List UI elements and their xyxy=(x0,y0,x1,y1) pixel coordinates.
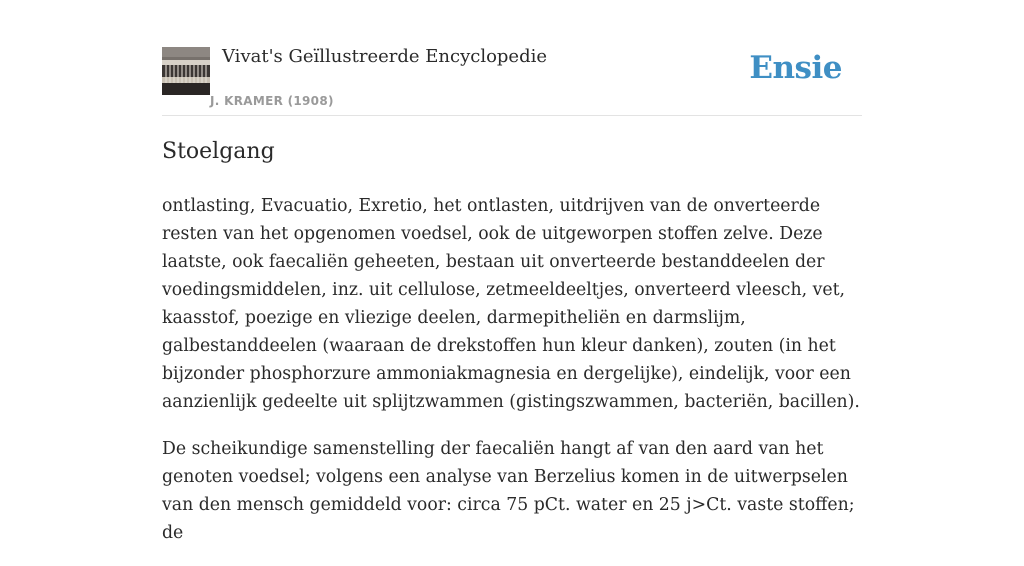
article-title: Stoelgang xyxy=(162,139,275,164)
article-paragraph: ontlasting, Evacuatio, Exretio, het ontlasten, uitdrijven van de onverteerde resten van het opgenomen voedsel, ook de uitgeworpen stoffen zelve. Deze laatste, ook faecaliën geheeten, bestaan uit onverteerde bestanddeelen der voedingsmiddelen, inz. uit cellulose, zetmeeldeeltjes, onverteerd vleesch, vet, kaasstof, poezige en vliezige deelen, darmepitheliën en darmslijm, galbestanddeelen (waaraan de drekstoffen hun kleur danken), zouten (in het bijzonder phosphorzure ammoniakmagnesia en dergelijke), eindelijk, voor een aanzienlijk gedeelte uit splijtzwammen (gistingszwammen, bacteriën, bacillen). xyxy=(162,196,860,412)
source-header xyxy=(162,0,862,116)
article-body xyxy=(162,192,862,566)
source-avatar[interactable] xyxy=(162,47,210,95)
source-title[interactable]: Vivat's Geïllustreerde Encyclopedie xyxy=(222,46,548,67)
book-spines-icon xyxy=(162,47,210,95)
source-author: J. KRAMER (1908) xyxy=(210,94,334,108)
article-paragraph: De scheikundige samenstelling der faecaliën hangt af van den aard van het genoten voedsel; volgens een analyse van Berzelius komen in de uitwerpselen van den mensch gemiddeld voor: circa 75 pCt. water en 25 j>Ct. vaste stoffen; de xyxy=(162,439,855,543)
ensie-logo[interactable]: Ensie xyxy=(749,50,842,86)
